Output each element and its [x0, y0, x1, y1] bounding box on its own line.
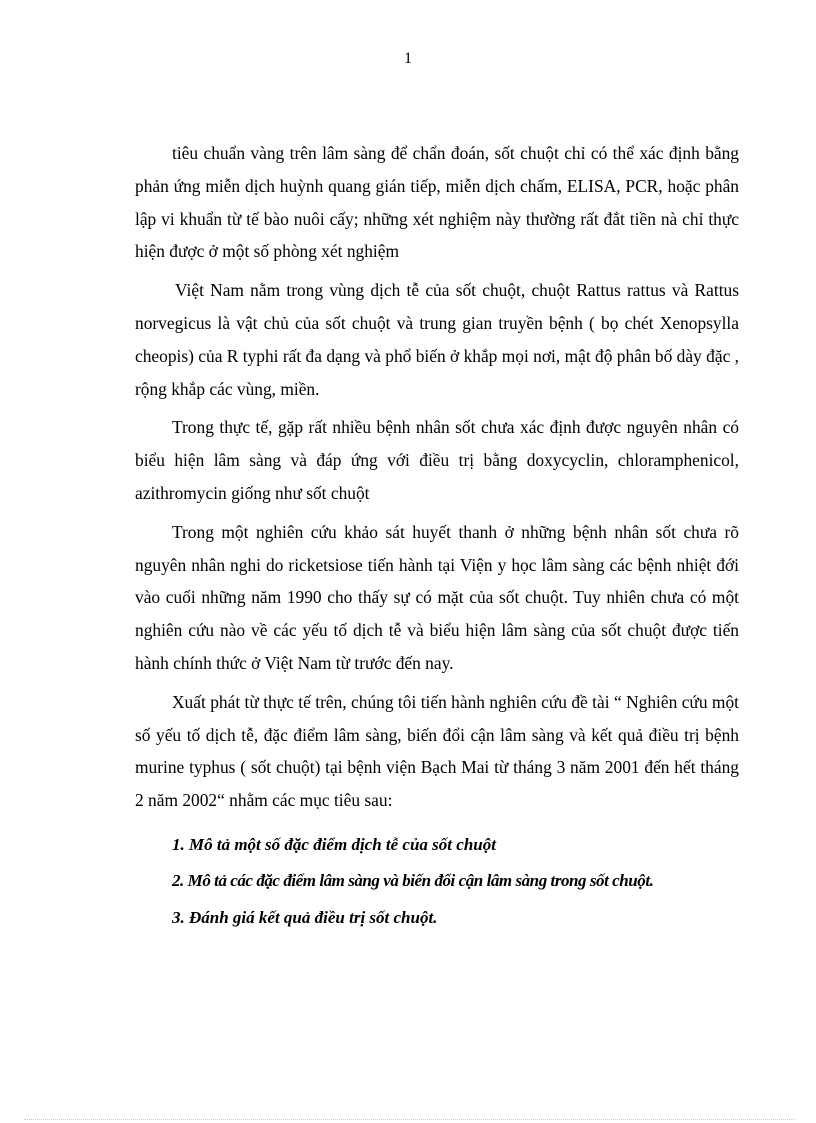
objective-item: 2. Mô tả các đặc điểm lâm sàng và biến đổi cận lâm sàng trong sốt chuột.: [172, 871, 654, 891]
paragraph-vietnam-epidemiology: Việt Nam nằm trong vùng dịch tễ của sốt chuột, chuột Rattus rattus và Rattus norvegicus là vật chủ của sốt chuột và trung gian truyền bệnh ( bọ chét Xenopsylla cheopis) của R typhi rất đa dạng và phổ biến ở khắp mọi nơi, mật độ phân bố dày đặc , rộng khắp các vùng, miền.: [135, 280, 739, 399]
objective-item: 1. Mô tả một số đặc điểm dịch tễ của sốt chuột: [172, 834, 496, 854]
objective-item: 3. Đánh giá kết quả điều trị sốt chuột.: [172, 907, 438, 927]
page-bottom-divider: [24, 1119, 794, 1120]
objectives-list: [135, 827, 739, 937]
paragraph-diagnosis: tiêu chuẩn vàng trên lâm sàng để chẩn đoán, sốt chuột chỉ có thể xác định bằng phản ứng miễn dịch huỳnh quang gián tiếp, miễn dịch chấm, ELISA, PCR, hoặc phân lập vi khuẩn từ tế bào nuôi cấy; những xét nghiệm này thường rất đắt tiền nà chỉ thực hiện được ở một số phòng xét nghiệm: [135, 143, 739, 262]
document-body: [135, 137, 739, 936]
paragraph-clinical-reality: Trong thực tế, gặp rất nhiều bệnh nhân sốt chưa xác định được nguyên nhân có biểu hiện lâm sàng và đáp ứng với điều trị bằng doxycyclin, chloramphenicol, azithromycin giống như sốt chuột: [135, 417, 739, 503]
page-number: 1: [404, 50, 412, 67]
paragraph-serology-study: Trong một nghiên cứu khảo sát huyết thanh ở những bệnh nhân sốt chưa rõ nguyên nhân nghi do ricketsiose tiến hành tại Viện y học lâm sàng các bệnh nhiệt đới vào cuối những năm 1990 cho thấy sự có mặt của sốt chuột. Tuy nhiên chưa có một nghiên cứu nào về các yếu tố dịch tễ và biểu hiện lâm sàng của sốt chuột được tiến hành chính thức ở Việt Nam từ trước đến nay.: [135, 521, 739, 673]
paragraph-research-topic: Xuất phát từ thực tế trên, chúng tôi tiến hành nghiên cứu đề tài “ Nghiên cứu một số yếu tố dịch tễ, đặc điểm lâm sàng, biến đổi cận lâm sàng và kết quả điều trị bệnh murine typhus ( sốt chuột) tại bệnh viện Bạch Mai từ tháng 3 năm 2001 đến hết tháng 2 năm 2002“ nhằm các mục tiêu sau:: [135, 691, 739, 811]
